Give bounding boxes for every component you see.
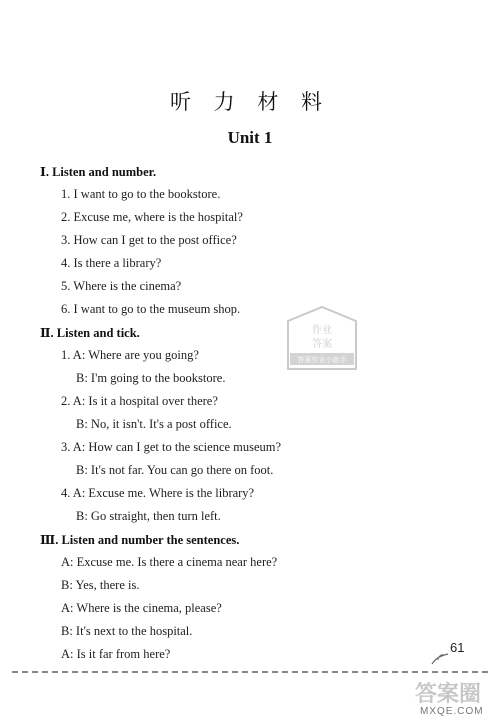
stamp-line-1: 作业 <box>312 325 332 336</box>
page-number: 61 <box>450 640 465 655</box>
section-heading-2: Ⅱ. Listen and tick. <box>40 326 140 340</box>
section-1-line-1: 1. I want to go to the bookstore. <box>61 187 221 201</box>
watermark-url: MXQE.COM <box>420 706 484 717</box>
section-2-line-1: 1. A: Where are you going? <box>61 348 199 362</box>
section-1-line-6: 6. I want to go to the museum shop. <box>61 302 241 316</box>
page-title: 听 力 材 料 <box>169 90 331 114</box>
section-3-line-5: A: Is it far from here? <box>61 647 171 661</box>
section-2-line-7: 4. A: Excuse me. Where is the library? <box>61 486 255 500</box>
footer-dashed-rule <box>12 671 488 673</box>
section-heading-1: Ⅰ. Listen and number. <box>40 165 157 179</box>
section-3-line-4: B: It's next to the hospital. <box>61 624 193 638</box>
answer-stamp-icon <box>282 303 362 381</box>
section-2-line-2: B: I'm going to the bookstore. <box>76 371 226 385</box>
section-3-line-1: A: Excuse me. Is there a cinema near here? <box>61 555 278 569</box>
section-1-line-5: 5. Where is the cinema? <box>61 279 182 293</box>
unit-heading: Unit 1 <box>227 128 273 147</box>
section-3-line-2: B: Yes, there is. <box>61 578 140 592</box>
section-2-line-3: 2. A: Is it a hospital over there? <box>61 394 218 408</box>
section-1-line-2: 2. Excuse me, where is the hospital? <box>61 210 243 224</box>
stamp-line-2: 答案 <box>312 339 332 350</box>
section-2-line-4: B: No, it isn't. It's a post office. <box>76 417 232 431</box>
stamp-line-3: 答案作业小助手 <box>297 356 347 364</box>
section-3-line-3: A: Where is the cinema, please? <box>61 601 222 615</box>
section-2-line-6: B: It's not far. You can go there on foot. <box>76 463 274 477</box>
section-heading-3: Ⅲ. Listen and number the sentences. <box>40 533 240 547</box>
leaf-ornament-icon <box>430 648 450 668</box>
section-1-line-4: 4. Is there a library? <box>61 256 162 270</box>
section-2-line-5: 3. A: How can I get to the science museum? <box>61 440 282 454</box>
section-2-line-8: B: Go straight, then turn left. <box>76 509 221 523</box>
section-1-line-3: 3. How can I get to the post office? <box>61 233 237 247</box>
watermark-logo-text: 答案圈 <box>414 682 482 707</box>
